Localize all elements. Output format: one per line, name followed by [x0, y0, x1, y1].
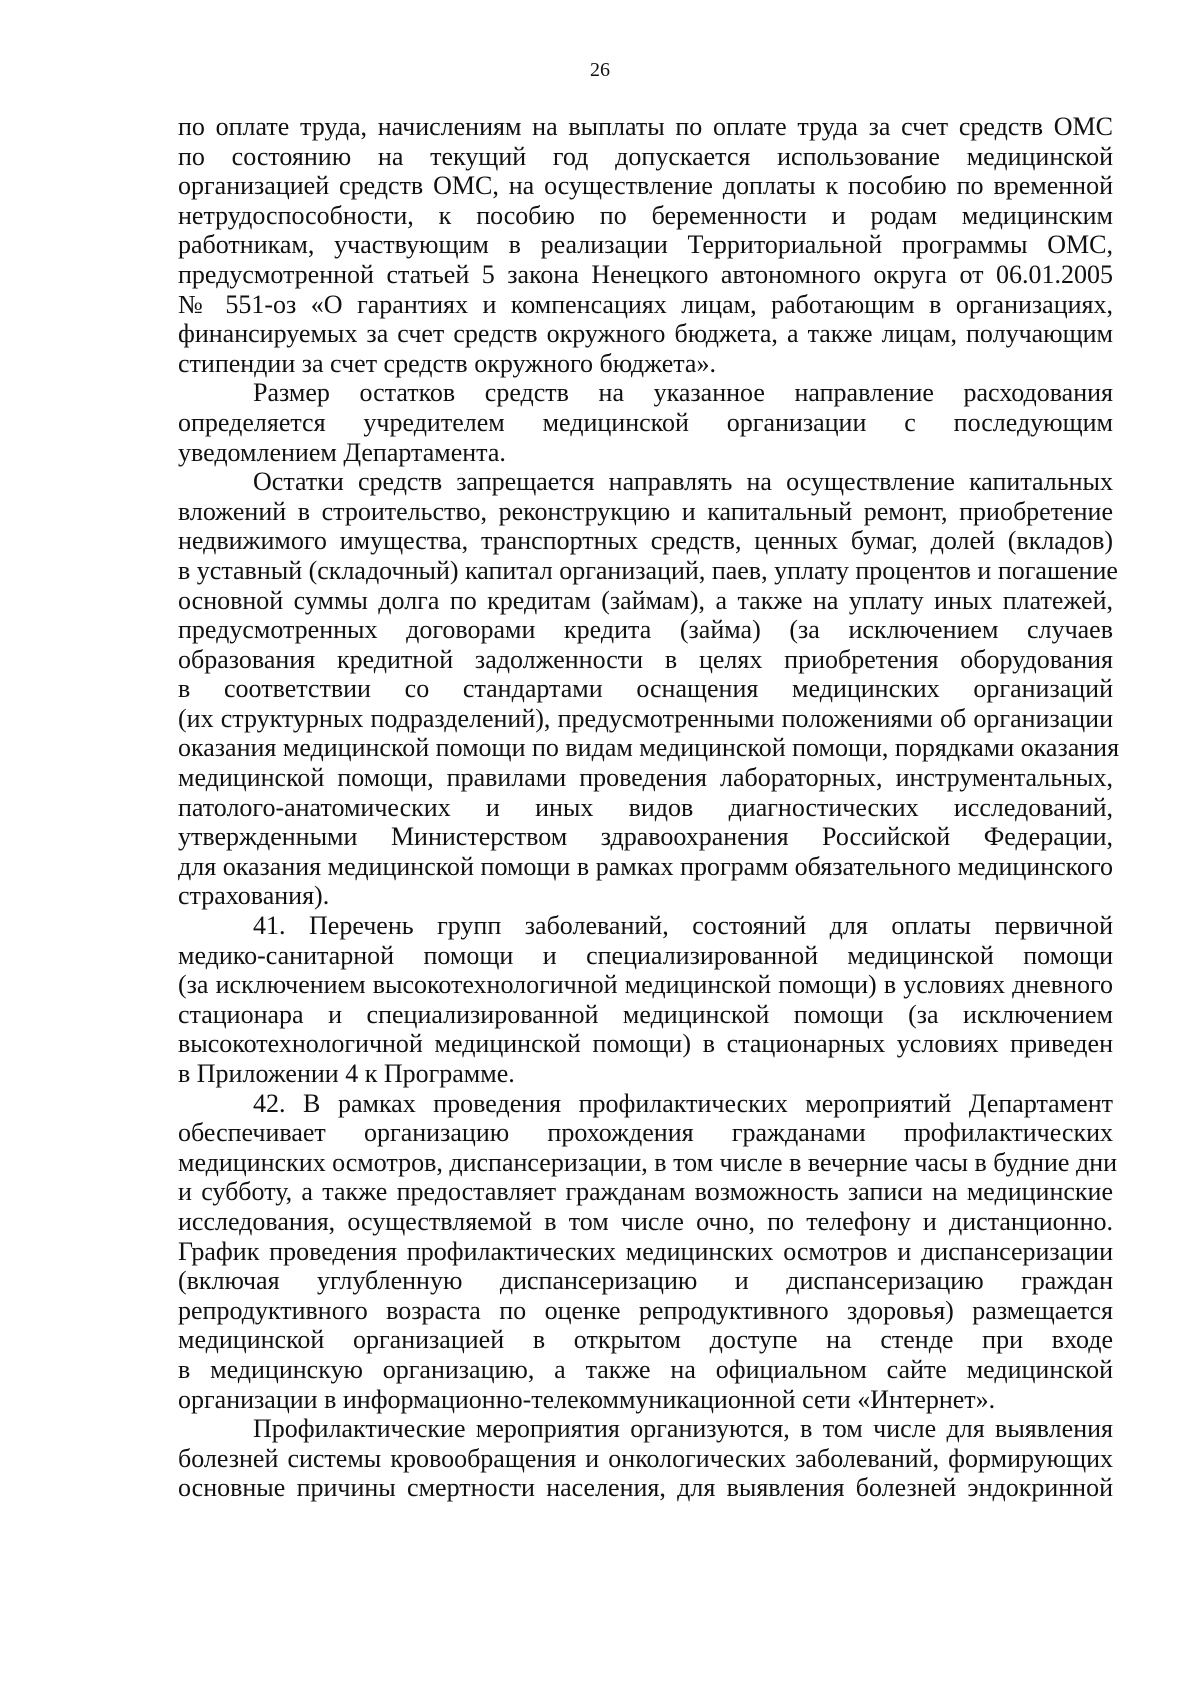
paragraph: [178, 911, 1113, 1089]
text-line: в уставный (складочный) капитал организаций, паев, уплату процентов и погашение: [178, 555, 1118, 585]
paragraph: [178, 1088, 1118, 1415]
text-line: организации в информационно-телекоммуникационной сети «Интернет».: [178, 1384, 996, 1414]
text-line: обеспечивает организацию прохождения гражданами профилактических: [178, 1118, 1113, 1148]
text-line: Остатки средств запрещается направлять на осуществление капитальных: [253, 467, 1113, 497]
text-line: организацией средств ОМС, на осуществление доплаты к пособию по временной: [178, 171, 1113, 201]
text-line: в Приложении 4 к Программе.: [178, 1059, 515, 1088]
text-line: Профилактические мероприятия организуются, в том числе для выявления: [253, 1414, 1113, 1444]
text-line: График проведения профилактических медицинских осмотров и диспансеризации: [178, 1236, 1113, 1266]
text-line: для оказания медицинской помощи в рамках программ обязательного медицинского: [178, 851, 1113, 881]
text-line: оказания медицинской помощи по видам медицинской помощи, порядками оказания: [178, 733, 1120, 763]
text-line: утвержденными Министерством здравоохранения Российской Федерации,: [178, 822, 1113, 852]
document-body: [178, 112, 1120, 1503]
text-line: нетрудоспособности, к пособию по беременности и родам медицинским: [178, 200, 1113, 230]
text-line: основной суммы долга по кредитам (займам), а также на уплату иных платежей,: [178, 585, 1113, 615]
text-line: определяется учредителем медицинской организации с последующим: [178, 407, 1113, 437]
paragraph: [178, 1414, 1113, 1503]
text-line: основные причины смертности населения, для выявления болезней эндокринной: [178, 1473, 1113, 1503]
text-line: 41. Перечень групп заболеваний, состояний для оплаты первичной: [253, 911, 1113, 941]
text-line: по оплате труда, начислениям на выплаты по оплате труда за счет средств ОМС: [178, 112, 1113, 141]
text-line: Размер остатков средств на указанное направление расходования: [253, 378, 1113, 408]
text-line: по состоянию на текущий год допускается использование медицинской: [178, 141, 1113, 171]
text-line: № 551-оз «О гарантиях и компенсациях лицам, работающим в организациях,: [178, 289, 1113, 319]
text-line: исследования, осуществляемой в том числе очно, по телефону и дистанционно.: [178, 1206, 1113, 1236]
text-line: медицинской помощи, правилами проведения лабораторных, инструментальных,: [178, 763, 1113, 793]
text-line: и субботу, а также предоставляет гражданам возможность записи на медицинские: [178, 1177, 1113, 1207]
page-number: 26: [590, 59, 610, 81]
text-line: страхования).: [178, 881, 330, 911]
text-line: стипендии за счет средств окружного бюджета».: [178, 348, 716, 378]
text-line: финансируемых за счет средств окружного бюджета, а также лицам, получающим: [178, 319, 1113, 349]
text-line: медико-санитарной помощи и специализированной медицинской помощи: [178, 940, 1113, 970]
text-line: медицинской организацией в открытом доступе на стенде при входе: [178, 1325, 1113, 1355]
text-line: образования кредитной задолженности в целях приобретения оборудования: [178, 644, 1113, 674]
text-line: работникам, участвующим в реализации Территориальной программы ОМС,: [178, 230, 1113, 260]
text-line: (их структурных подразделений), предусмотренными положениями об организации: [178, 703, 1113, 733]
text-line: болезней системы кровообращения и онкологических заболеваний, формирующих: [178, 1443, 1113, 1473]
text-line: высокотехнологичной медицинской помощи) в стационарных условиях приведен: [178, 1029, 1113, 1059]
text-line: уведомлением Департамента.: [178, 437, 506, 467]
text-line: в соответствии со стандартами оснащения медицинских организаций: [178, 674, 1113, 704]
text-line: предусмотренной статьей 5 закона Ненецкого автономного округа от 06.01.2005: [178, 259, 1113, 289]
paragraph: [178, 467, 1120, 911]
text-line: в медицинскую организацию, а также на официальном сайте медицинской: [178, 1354, 1113, 1384]
text-line: вложений в строительство, реконструкцию и капитальный ремонт, приобретение: [178, 496, 1113, 526]
text-line: медицинских осмотров, диспансеризации, в том числе в вечерние часы в будние дни: [178, 1147, 1118, 1177]
paragraph: [178, 378, 1113, 467]
text-line: недвижимого имущества, транспортных средств, ценных бумаг, долей (вкладов): [178, 526, 1113, 556]
text-line: предусмотренных договорами кредита (займа) (за исключением случаев: [178, 615, 1113, 645]
paragraph: [178, 112, 1113, 378]
text-line: стационара и специализированной медицинской помощи (за исключением: [178, 999, 1113, 1029]
text-line: (включая углубленную диспансеризацию и диспансеризацию граждан: [178, 1266, 1113, 1296]
text-line: 42. В рамках проведения профилактических мероприятий Департамент: [253, 1088, 1113, 1118]
text-line: патолого-анатомических и иных видов диагностических исследований,: [178, 792, 1113, 822]
text-line: репродуктивного возраста по оценке репродуктивного здоровья) размещается: [178, 1295, 1113, 1325]
text-line: (за исключением высокотехнологичной медицинской помощи) в условиях дневного: [178, 970, 1113, 1000]
